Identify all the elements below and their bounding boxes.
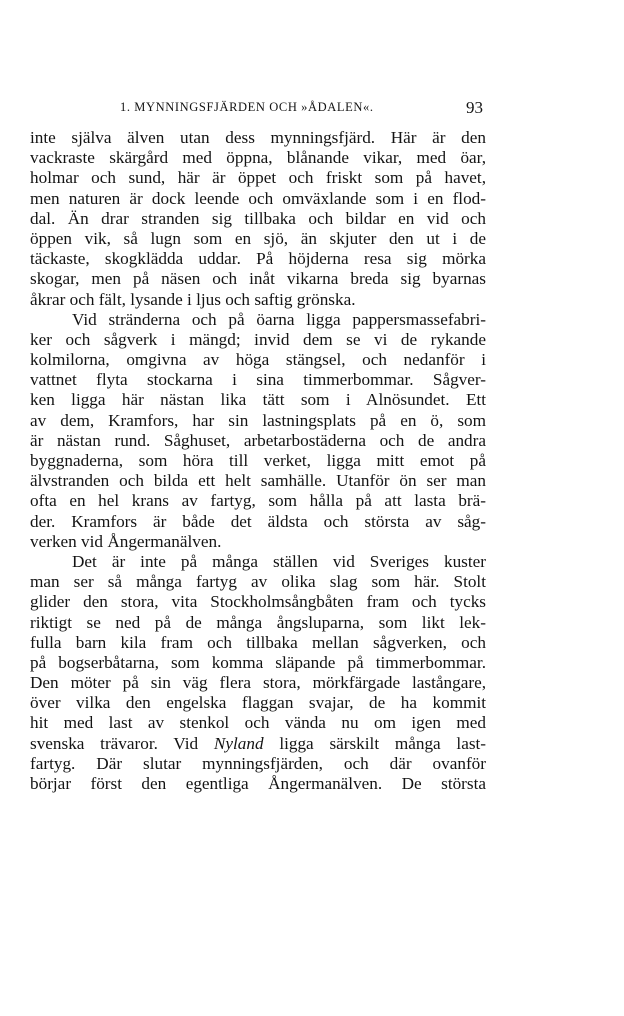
body-text [30,128,486,794]
text-line: är nästan rund. Såghuset, arbetarbostäderna och de andra [30,430,486,450]
text-line: vattnet flyta stockarna i sina timmerbommar. Sågver- [30,370,486,390]
text-line: täckaste, skogklädda uddar. På höjderna resa sig mörka [30,249,486,269]
text-line: åkrar och fält, lysande i ljus och saftig grönska. [30,289,356,309]
text-line: byggnaderna, som höra till verket, ligga mitt emot på [30,451,486,470]
text-line: börjar först den egentliga Ångermanälven. De största [30,774,486,793]
text-line: dal. Än drar stranden sig tillbaka och bildar en vid och [30,208,486,228]
text-line: men naturen är dock leende och omväxlande som i en flod- [30,188,486,208]
text-line: Vid stränderna och på öarna ligga pappersmassefabri- [72,309,486,329]
page-number: 93 [466,98,483,117]
page-header [0,98,624,122]
text-line: fartyg. Där slutar mynningsfjärden, och där ovanför [30,753,486,773]
text-line: ken ligga här nästan lika tätt som i Alnösundet. Ett [30,390,486,410]
text-line: vackraste skärgård med öppna, blånande vikar, med öar, [30,148,486,168]
text-line: kolmilorna, omgivna av höga stängsel, och nedanför i [30,350,486,370]
text-segment: svenska trävaror. Vid [30,733,199,753]
text-line: älvstranden och bilda ett helt samhälle. Utanför ön ser man [30,471,486,491]
text-line: holmar och sund, här är öppet och friskt som på havet, [30,168,486,188]
text-line: riktigt se ned på de många ångsluparna, som likt lek- [30,612,486,632]
text-line: öppen vik, så lugn som en sjö, än skjuter den ut i de [30,228,486,248]
text-segment: ligga särskilt många last- [279,733,487,753]
text-line: inte själva älven utan dess mynningsfjärd. Här är den [30,128,486,147]
text-line: Det är inte på många ställen vid Sveriges kuster [72,551,486,571]
text-line: ofta en hel krans av fartyg, som hålla på att lasta brä- [30,491,486,511]
text-line: på bogserbåtarna, som komma släpande på timmerbommar. [30,652,486,672]
text-line: fulla barn kila fram och tillbaka mellan sågverken, och [30,632,486,652]
text-line: Den möter på sin väg flera stora, mörkfärgade lastångare, [30,673,486,693]
text-line [30,734,486,754]
text-line: över vilka den engelska flaggan svajar, de ha kommit [30,693,486,713]
text-line: hit med last av stenkol och vända nu om igen med [30,713,486,733]
text-line: der. Kramfors är både det äldsta och största av såg- [30,511,486,531]
text-line: glider den stora, vita Stockholmsångbåten fram och tycks [30,592,486,612]
text-line: av dem, Kramfors, har sin lastningsplats på en ö, som [30,410,486,430]
running-head: 1. MYNNINGSFJÄRDEN OCH »ÅDALEN«. [120,100,374,114]
text-line: man ser så många fartyg av olika slag som här. Stolt [30,572,486,592]
text-line: skogar, men på näsen och inåt vikarna breda sig byarnas [30,269,486,289]
text-line: ker och sågverk i mängd; invid dem se vi de rykande [30,329,486,349]
text-line: verken vid Ångermanälven. [30,531,222,551]
place-name-nyland: Nyland [213,733,264,753]
